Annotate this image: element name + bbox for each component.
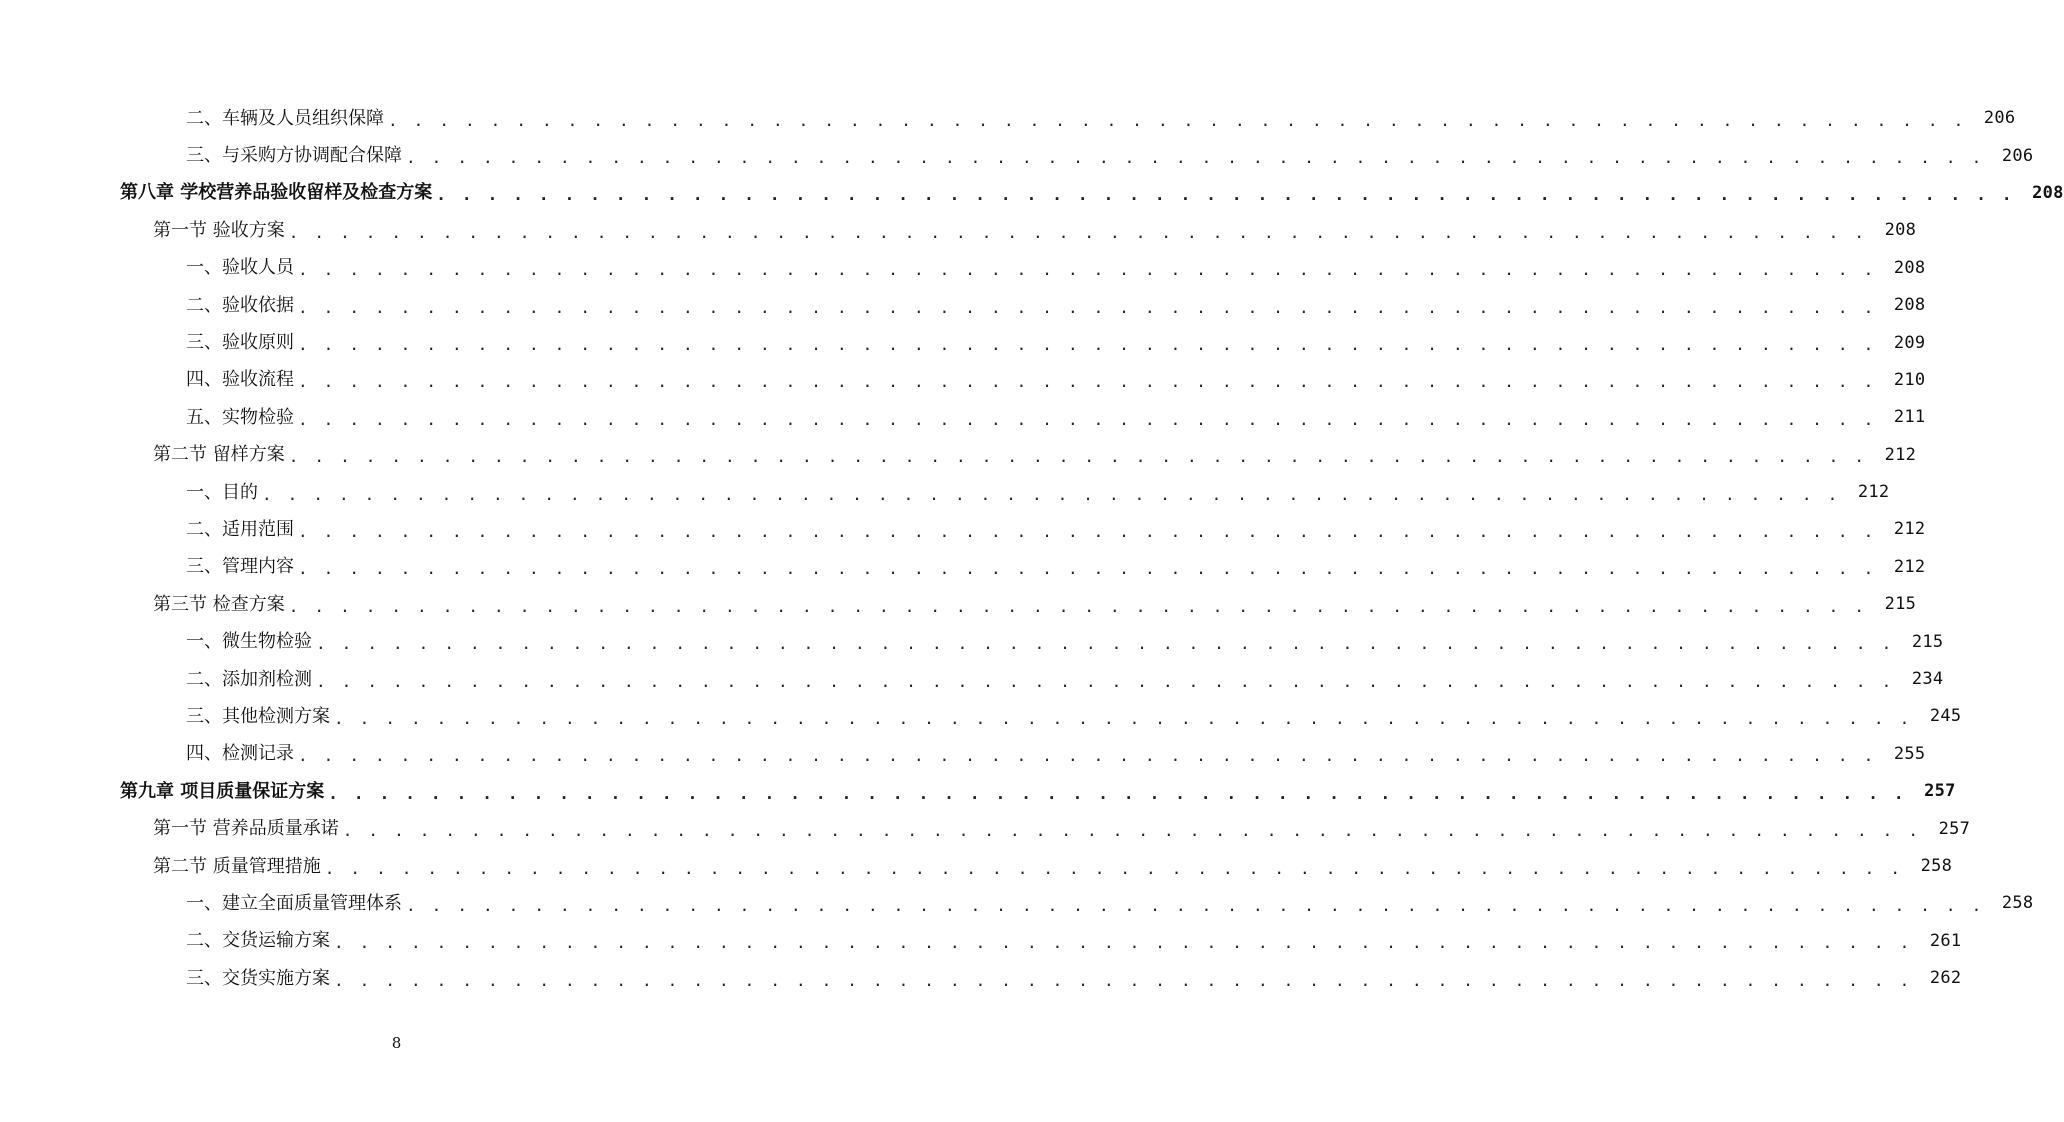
toc-entry-label: 一、验收人员 (186, 257, 294, 279)
toc-dot-leader: . . . . . . . . . . . . . . . . . . . . . . . . . . . . . . . . . . . . . . . . . . . . . . . . . . . . . . . . . . . . . . (406, 148, 1985, 168)
toc-entry-label: 一、微生物检验 (186, 631, 312, 653)
toc-entry-page: 215 (1911, 631, 1944, 652)
toc-subsection-entry[interactable] (0, 474, 1890, 511)
toc-entry-label: 四、检测记录 (186, 743, 294, 765)
table-of-contents (0, 100, 2064, 997)
toc-entry-page: 258 (1920, 856, 1953, 876)
toc-dot-leader: . . . . . . . . . . . . . . . . . . . . . . . . . . . . . . . . . . . . . . . . . . . . . . . . . . . . . . . . . . . . . . (298, 335, 1877, 355)
toc-entry-page: 258 (2001, 893, 2034, 914)
toc-subsection-entry[interactable] (0, 960, 1962, 997)
toc-dot-leader: . . . . . . . . . . . . . . . . . . . . . . . . . . . . . . . . . . . . . . . . . . . . . . . . . . . . . . . . . . . . . . (324, 858, 1904, 878)
toc-dot-leader: . . . . . . . . . . . . . . . . . . . . . . . . . . . . . . . . . . . . . . . . . . . . . . . . . . . . . . . . . . . . . . (298, 409, 1877, 429)
toc-subsection-entry[interactable] (0, 885, 2034, 922)
toc-entry-label: 二、交货运输方案 (186, 930, 330, 952)
toc-subsection-entry[interactable] (0, 923, 1962, 960)
toc-entry-label: 二、适用范围 (186, 518, 294, 540)
toc-section-entry[interactable] (0, 848, 1953, 885)
toc-subsection-entry[interactable] (0, 511, 1926, 548)
toc-entry-label: 一、目的 (186, 481, 258, 503)
toc-entry-label: 五、实物检验 (186, 406, 294, 428)
toc-dot-leader: . . . . . . . . . . . . . . . . . . . . . . . . . . . . . . . . . . . . . . . . . . . . . . . . . . . . . . . . . . . . . . (298, 297, 1877, 317)
toc-entry-label: 第三节 检查方案 (153, 593, 285, 615)
toc-dot-leader: . . . . . . . . . . . . . . . . . . . . . . . . . . . . . . . . . . . . . . . . . . . . . . . . . . . . . . . . . . . . . . (288, 596, 1868, 616)
toc-entry-label: 二、验收依据 (186, 294, 294, 316)
toc-entry-label: 三、交货实施方案 (186, 967, 330, 989)
toc-subsection-entry[interactable] (0, 623, 1944, 660)
toc-dot-leader: . . . . . . . . . . . . . . . . . . . . . . . . . . . . . . . . . . . . . . . . . . . . . . . . . . . . . . . . . . . . . . (334, 933, 1913, 953)
toc-entry-label: 第九章 项目质量保证方案 (120, 780, 325, 802)
toc-subsection-entry[interactable] (0, 399, 1926, 436)
toc-entry-page: 212 (1893, 519, 1926, 540)
toc-dot-leader: . . . . . . . . . . . . . . . . . . . . . . . . . . . . . . . . . . . . . . . . . . . . . . . . . . . . . . . . . . . . . . (436, 185, 2015, 205)
toc-entry-page: 245 (1929, 706, 1962, 727)
toc-section-entry[interactable] (0, 212, 1917, 249)
toc-entry-label: 第二节 质量管理措施 (153, 855, 321, 877)
toc-entry-label: 第八章 学校营养品验收留样及检查方案 (120, 182, 433, 204)
toc-subsection-entry[interactable] (0, 250, 1926, 287)
toc-entry-label: 三、管理内容 (186, 556, 294, 578)
toc-entry-label: 三、验收原则 (186, 332, 294, 354)
toc-dot-leader: . . . . . . . . . . . . . . . . . . . . . . . . . . . . . . . . . . . . . . . . . . . . . . . . . . . . . . . . . . . . . . (298, 746, 1877, 766)
toc-dot-leader: . . . . . . . . . . . . . . . . . . . . . . . . . . . . . . . . . . . . . . . . . . . . . . . . . . . . . . . . . . . . . . (288, 447, 1868, 467)
toc-entry-label: 二、添加剂检测 (186, 668, 312, 690)
toc-dot-leader: . . . . . . . . . . . . . . . . . . . . . . . . . . . . . . . . . . . . . . . . . . . . . . . . . . . . . . . . . . . . . . (298, 521, 1877, 541)
toc-chapter-entry[interactable] (0, 175, 2064, 212)
toc-chapter-entry[interactable] (0, 773, 1956, 810)
toc-dot-leader: . . . . . . . . . . . . . . . . . . . . . . . . . . . . . . . . . . . . . . . . . . . . . . . . . . . . . . . . . . . . . . (298, 559, 1877, 579)
toc-section-entry[interactable] (0, 437, 1917, 474)
toc-entry-label: 第一节 营养品质量承诺 (153, 818, 339, 840)
toc-dot-leader: . . . . . . . . . . . . . . . . . . . . . . . . . . . . . . . . . . . . . . . . . . . . . . . . . . . . . . . . . . . . . . (406, 895, 1985, 915)
toc-entry-page: 262 (1929, 968, 1962, 989)
toc-entry-page: 210 (1893, 369, 1926, 390)
toc-dot-leader: . . . . . . . . . . . . . . . . . . . . . . . . . . . . . . . . . . . . . . . . . . . . . . . . . . . . . . . . . . . . . . (288, 222, 1868, 242)
toc-dot-leader: . . . . . . . . . . . . . . . . . . . . . . . . . . . . . . . . . . . . . . . . . . . . . . . . . . . . . . . . . . . . . . (342, 821, 1922, 841)
toc-section-entry[interactable] (0, 586, 1917, 623)
toc-entry-page: 255 (1893, 743, 1926, 764)
page-number: 8 (391, 1034, 402, 1052)
toc-subsection-entry[interactable] (0, 661, 1944, 698)
toc-dot-leader: . . . . . . . . . . . . . . . . . . . . . . . . . . . . . . . . . . . . . . . . . . . . . . . . . . . . . . . . . . . . . . (316, 671, 1895, 691)
toc-entry-page: 209 (1893, 332, 1926, 353)
toc-subsection-entry[interactable] (0, 287, 1926, 324)
toc-entry-page: 257 (1924, 781, 1956, 802)
toc-entry-label: 第一节 验收方案 (153, 219, 285, 241)
toc-dot-leader: . . . . . . . . . . . . . . . . . . . . . . . . . . . . . . . . . . . . . . . . . . . . . . . . . . . . . . . . . . . . . . (334, 708, 1913, 728)
toc-entry-label: 三、其他检测方案 (186, 705, 330, 727)
toc-subsection-entry[interactable] (0, 362, 1926, 399)
toc-entry-label: 第二节 留样方案 (153, 444, 285, 466)
toc-entry-page: 212 (1884, 444, 1917, 465)
toc-subsection-entry[interactable] (0, 549, 1926, 586)
toc-entry-label: 三、与采购方协调配合保障 (186, 145, 402, 167)
toc-entry-page: 211 (1893, 407, 1926, 428)
toc-entry-page: 212 (1857, 482, 1890, 503)
toc-entry-page: 206 (1983, 108, 2016, 129)
toc-subsection-entry[interactable] (0, 137, 2034, 174)
toc-entry-page: 212 (1893, 556, 1926, 577)
toc-dot-leader: . . . . . . . . . . . . . . . . . . . . . . . . . . . . . . . . . . . . . . . . . . . . . . . . . . . . . . . . . . . . . . (328, 783, 1907, 803)
toc-dot-leader: . . . . . . . . . . . . . . . . . . . . . . . . . . . . . . . . . . . . . . . . . . . . . . . . . . . . . . . . . . . . . . (316, 634, 1895, 654)
toc-dot-leader: . . . . . . . . . . . . . . . . . . . . . . . . . . . . . . . . . . . . . . . . . . . . . . . . . . . . . . . . . . . . . . (298, 372, 1877, 392)
toc-dot-leader: . . . . . . . . . . . . . . . . . . . . . . . . . . . . . . . . . . . . . . . . . . . . . . . . . . . . . . . . . . . . . . (262, 484, 1841, 504)
toc-entry-page: 234 (1911, 669, 1944, 690)
toc-entry-page: 261 (1929, 930, 1962, 951)
toc-dot-leader: . . . . . . . . . . . . . . . . . . . . . . . . . . . . . . . . . . . . . . . . . . . . . . . . . . . . . . . . . . . . . . (388, 110, 1967, 130)
toc-entry-page: 208 (2032, 182, 2064, 203)
toc-subsection-entry[interactable] (0, 100, 2016, 137)
toc-entry-page: 206 (2001, 145, 2034, 166)
toc-entry-label: 二、车辆及人员组织保障 (186, 107, 384, 129)
toc-subsection-entry[interactable] (0, 324, 1926, 361)
toc-entry-label: 四、验收流程 (186, 369, 294, 391)
toc-dot-leader: . . . . . . . . . . . . . . . . . . . . . . . . . . . . . . . . . . . . . . . . . . . . . . . . . . . . . . . . . . . . . . (334, 970, 1913, 990)
toc-entry-page: 208 (1884, 220, 1917, 241)
toc-entry-page: 208 (1893, 295, 1926, 316)
toc-section-entry[interactable] (0, 810, 1971, 847)
toc-entry-label: 一、建立全面质量管理体系 (186, 892, 402, 914)
toc-dot-leader: . . . . . . . . . . . . . . . . . . . . . . . . . . . . . . . . . . . . . . . . . . . . . . . . . . . . . . . . . . . . . . (298, 260, 1877, 280)
toc-entry-page: 208 (1893, 257, 1926, 278)
toc-entry-page: 215 (1884, 594, 1917, 615)
toc-subsection-entry[interactable] (0, 698, 1962, 735)
toc-subsection-entry[interactable] (0, 736, 1926, 773)
toc-entry-page: 257 (1938, 818, 1971, 839)
